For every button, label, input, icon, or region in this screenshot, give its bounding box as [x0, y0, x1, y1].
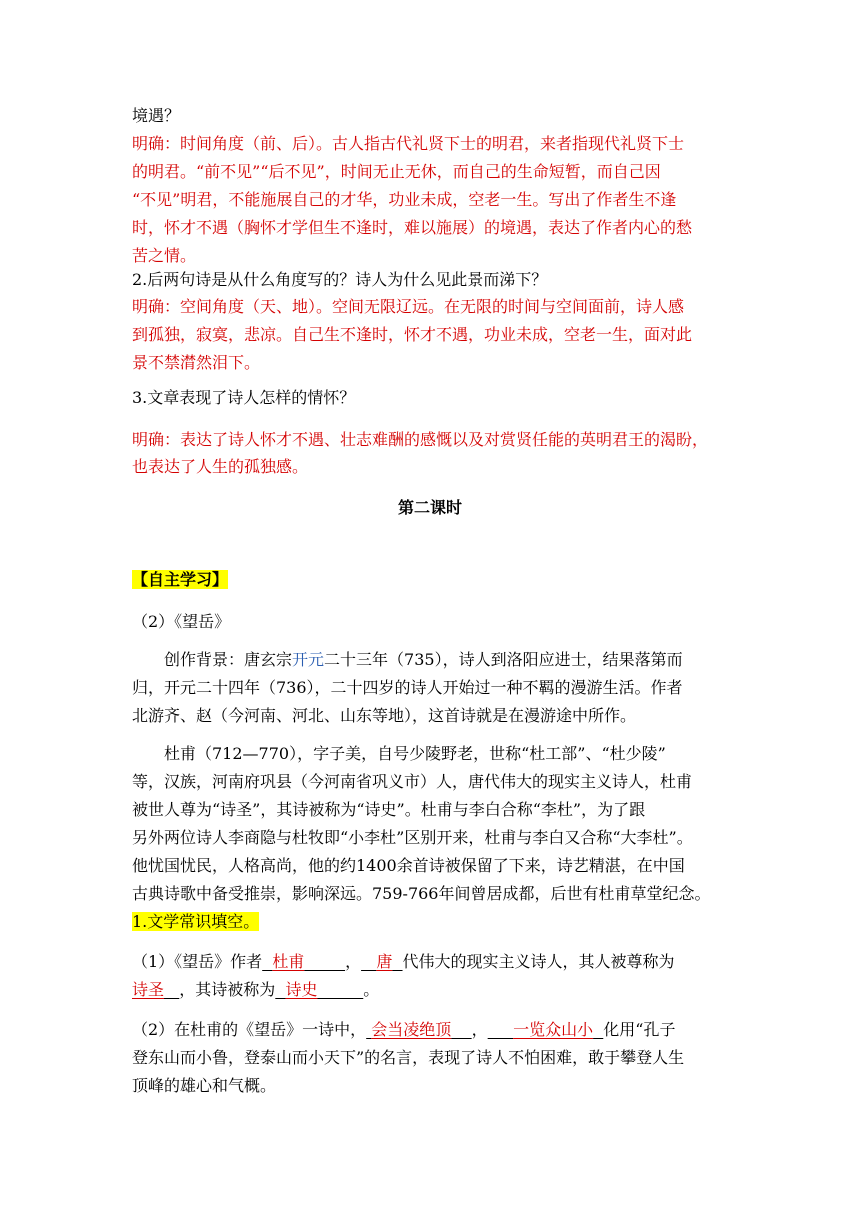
fill-text: 。	[363, 980, 380, 999]
poem-heading: （2）《望岳》	[132, 612, 231, 631]
lesson-title: 第二课时	[397, 498, 462, 517]
answer-2-line: 到孤独，寂寞，悲凉。自己生不逢时，怀才不遇，功业未成，空老一生，面对此	[132, 325, 693, 344]
fill-text: ，	[345, 952, 362, 971]
exercise-title-text: 1.文学常识填空。	[132, 912, 260, 931]
section-label	[132, 564, 228, 596]
answer-3-line: 明确：表达了诗人怀才不遇、壮志难酬的感慨以及对赏贤任能的英明君王的渴盼，	[132, 430, 709, 449]
answer-1-line: 时，怀才不遇（胸怀才学但生不逢时，难以施展）的境遇，表达了作者内心的愁	[132, 218, 693, 237]
question-1-tail: 境遇？	[132, 106, 181, 125]
fill-answer: 诗史	[285, 980, 318, 999]
bio-line: 另外两位诗人李商隐与杜牧即“小李杜”区别开来，杜甫与李白又合称“大李杜”。	[132, 828, 693, 847]
kaiyuan-link[interactable]: 开元	[292, 650, 325, 669]
fill-1-line-2	[132, 974, 379, 1006]
fill-text: 化用“孔子	[603, 1020, 676, 1039]
exercise-title	[132, 906, 259, 938]
fill-text: 代伟大的现实主义诗人，其人被尊称为	[402, 952, 675, 971]
background-text: 二十三年（735），诗人到洛阳应进士，结果落第而	[324, 650, 683, 669]
answer-3-line: 也表达了人生的孤独感。	[132, 457, 309, 476]
bio-line: 他忧国忧民，人格高尚，他的约1400余首诗被保留了下来，诗艺精湛，在中国	[132, 856, 685, 875]
answer-1-line: “不见”明君，不能施展自己的才华，功业未成，空老一生。写出了作者生不逢	[132, 190, 677, 209]
fill-answer: 会当凌绝顶	[371, 1020, 452, 1039]
question-2: 2.后两句诗是从什么角度写的？诗人为什么见此景而涕下？	[132, 270, 548, 289]
bio-line: 等，汉族，河南府巩县（今河南省巩义市）人，唐代伟大的现实主义诗人，杜甫	[132, 772, 693, 791]
bio-line: 被世人尊为“诗圣”，其诗被称为“诗史”。杜甫与李白合称“李杜”，为了跟	[132, 800, 646, 819]
background-text: 创作背景：唐玄宗	[164, 650, 293, 669]
fill-answer: 唐	[376, 952, 393, 971]
fill-text: （1）《望岳》作者	[132, 952, 263, 971]
background-line: 北游齐、赵（今河南、河北、山东等地），这首诗就是在漫游途中所作。	[132, 706, 637, 725]
answer-1-line: 的明君。“前不见”“后不见”，时间无止无休，而自己的生命短暂，而自己因	[132, 162, 661, 181]
fill-2-line-3: 顶峰的雄心和气概。	[132, 1076, 277, 1095]
question-3: 3.文章表现了诗人怎样的情怀？	[132, 388, 356, 407]
fill-answer: 诗圣	[132, 980, 165, 999]
answer-2-line: 明确：空间角度（天、地）。空间无限辽远。在无限的时间与空间面前，诗人感	[132, 297, 685, 316]
fill-text: ，	[471, 1020, 488, 1039]
fill-answer: 杜甫	[272, 952, 305, 971]
bio-line: 杜甫（712—770），字子美，自号少陵野老，世称“杜工部”、“杜少陵”	[164, 744, 666, 763]
background-line: 归，开元二十四年（736），二十四岁的诗人开始过一种不羁的漫游生活。作者	[132, 678, 683, 697]
answer-1-line: 明确：时间角度（前、后）。古人指古代礼贤下士的明君，来者指现代礼贤下士	[132, 134, 685, 153]
fill-answer: 一览众山小	[513, 1020, 594, 1039]
answer-1-line: 苦之情。	[132, 246, 197, 265]
answer-2-line: 景不禁潸然泪下。	[132, 353, 261, 372]
section-label-text: 【自主学习】	[132, 570, 229, 589]
fill-text: ，其诗被称为	[179, 980, 276, 999]
fill-text: （2）在杜甫的《望岳》一诗中，	[132, 1020, 367, 1039]
bio-line: 古典诗歌中备受推崇，影响深远。759-766年间曾居成都，后世有杜甫草堂纪念。	[132, 884, 711, 903]
fill-2-line-2: 登东山而小鲁，登泰山而小天下”的名言，表现了诗人不怕困难，敢于攀登人生	[132, 1048, 685, 1067]
